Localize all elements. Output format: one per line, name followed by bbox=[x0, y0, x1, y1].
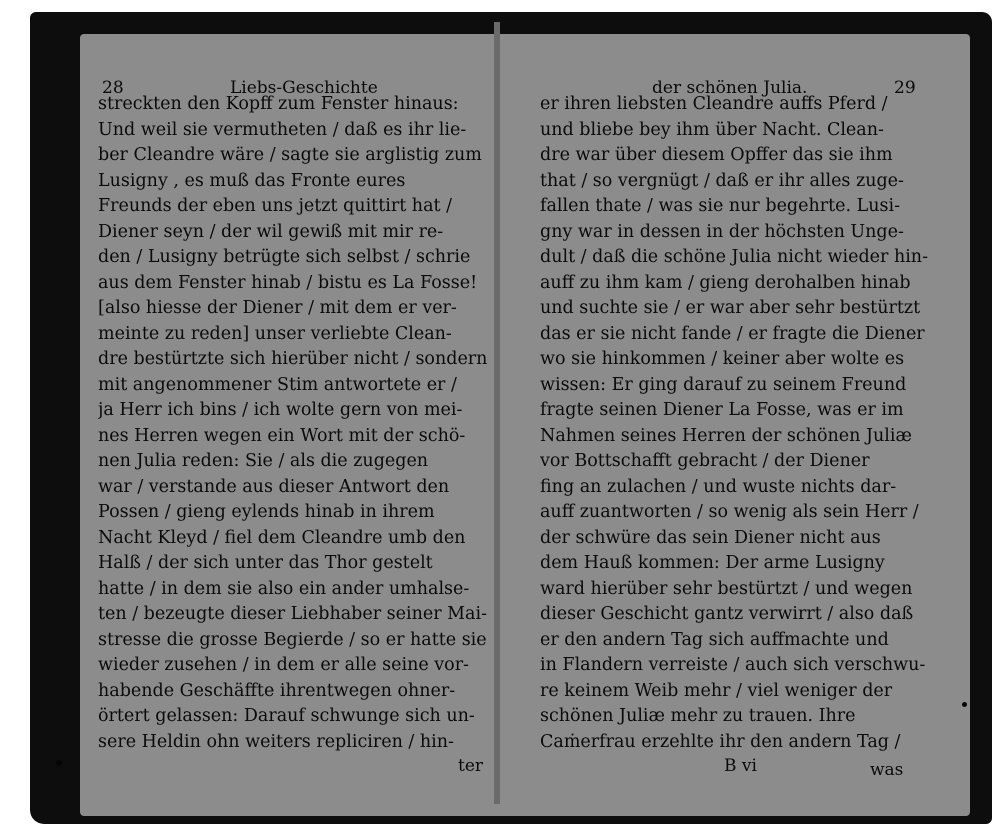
text-line: Possen / gieng eylends hinab in ihrem bbox=[98, 502, 435, 522]
text-line: örtert gelassen: Darauf schwunge sich un- bbox=[98, 706, 475, 726]
text-line: Und weil sie vermutheten / daß es ihr lie- bbox=[98, 119, 467, 140]
ink-spot bbox=[56, 760, 62, 766]
text-line: habende Geschäffte ihrentwegen ohner- bbox=[98, 680, 456, 701]
text-line: Nacht Kleyd / fiel dem Cleandre umb den bbox=[98, 527, 466, 548]
text-line: aus dem Fenster hinab / bistu es La Fosse! bbox=[98, 272, 478, 293]
left-running-head: Liebs-Geschichte bbox=[230, 78, 378, 98]
right-page-number: 29 bbox=[894, 78, 916, 98]
text-line: wo sie hinkommen / keiner aber wolte es bbox=[540, 349, 905, 369]
text-line: und bliebe bey ihm über Nacht. Clean- bbox=[540, 119, 884, 140]
text-line: auff zu ihm kam / gieng derohalben hinab bbox=[540, 272, 911, 293]
text-line: nes Herren wegen ein Wort mit der schö- bbox=[98, 425, 466, 446]
text-line: er den andern Tag sich auffmachte und bbox=[540, 629, 889, 650]
text-line: fragte seinen Diener La Fosse, was er im bbox=[540, 400, 904, 420]
text-line: ber Cleandre wäre / sagte sie arglistig zum bbox=[98, 145, 482, 165]
text-line: dult / daß die schöne Julia nicht wieder hin- bbox=[540, 247, 928, 267]
text-line: nen Julia reden: Sie / als die zugegen bbox=[98, 451, 429, 471]
text-line: re keinem Weib mehr / viel weniger der bbox=[540, 680, 893, 701]
text-line: wissen: Er ging darauf zu seinem Freund bbox=[540, 374, 907, 395]
text-line: dieser Geschicht gantz verwirrt / also daß bbox=[540, 604, 914, 624]
text-line: mit angenommener Stim antwortete er / bbox=[98, 374, 457, 395]
text-line: meinte zu reden] unser verliebte Clean- bbox=[98, 323, 452, 344]
text-line: der schwüre das sein Diener nicht aus bbox=[540, 527, 881, 548]
text-line: dre bestürtzte sich hierüber nicht / sondern bbox=[98, 349, 488, 369]
text-line: ja Herr ich bins / ich wolte gern von mei- bbox=[98, 400, 463, 420]
left-text-block bbox=[80, 92, 524, 755]
text-line: schönen Juliæ mehr zu trauen. Ihre bbox=[540, 706, 856, 726]
text-line: das er sie nicht fande / er fragte die Diener bbox=[540, 323, 925, 344]
text-line: vor Bottschafft gebracht / der Diener bbox=[540, 451, 870, 471]
text-line: Lusigny , es muß das Fronte eures bbox=[98, 170, 406, 191]
text-line: [also hiesse der Diener / mit dem er ver- bbox=[98, 298, 457, 318]
text-line: in Flandern verreiste / auch sich verschwu- bbox=[540, 655, 926, 675]
right-page bbox=[500, 34, 970, 816]
text-line: dem Hauß kommen: Der arme Lusigny bbox=[540, 553, 885, 573]
text-line: that / so vergnügt / daß er ihr alles zuge- bbox=[540, 170, 904, 191]
text-line: streckten den Kopff zum Fenster hinaus: bbox=[98, 94, 459, 114]
text-line: den / Lusigny betrügte sich selbst / schrie bbox=[98, 247, 471, 267]
right-catchword: was bbox=[870, 760, 904, 780]
left-page-number: 28 bbox=[102, 78, 124, 98]
text-line: ten / bezeugte dieser Liebhaber seiner Mai- bbox=[98, 604, 487, 624]
text-line: Diener seyn / der wil gewiß mit mir re- bbox=[98, 221, 444, 242]
right-signature-mark: B vi bbox=[724, 756, 757, 776]
ink-spot bbox=[962, 702, 967, 707]
text-line: fing an zulachen / und wuste nichts dar- bbox=[540, 476, 897, 497]
text-line: er ihren liebsten Cleandre auffs Pferd / bbox=[540, 94, 888, 114]
text-line: wieder zusehen / in dem er alle seine vor- bbox=[98, 655, 469, 675]
right-text-block bbox=[500, 92, 970, 755]
text-line: Caṁerfrau erzehlte ihr den andern Tag / bbox=[540, 731, 901, 752]
text-line: Nahmen seines Herren der schönen Juliæ bbox=[540, 425, 912, 446]
text-line: auff zuantworten / so wenig als sein Herr / bbox=[540, 502, 919, 522]
text-line: dre war über diesem Opffer das sie ihm bbox=[540, 145, 893, 165]
text-line: ward hierüber sehr bestürtzt / und wegen bbox=[540, 578, 913, 599]
right-running-head: der schönen Julia. bbox=[652, 78, 808, 98]
text-line: stresse die grosse Begierde / so er hatte sie bbox=[98, 629, 487, 650]
text-line: und suchte sie / er war aber sehr bestürtzt bbox=[540, 298, 921, 318]
text-line: sere Heldin ohn weiters repliciren / hin- bbox=[98, 731, 454, 752]
left-catchword: ter bbox=[458, 756, 484, 776]
text-line: Halß / der sich unter das Thor gestelt bbox=[98, 553, 433, 573]
text-line: fallen thate / was sie nur begehrte. Lusi- bbox=[540, 196, 901, 216]
left-page bbox=[80, 34, 524, 816]
text-line: gny war in dessen in der höchsten Unge- bbox=[540, 221, 904, 242]
text-line: war / verstande aus dieser Antwort den bbox=[98, 476, 450, 497]
text-line: hatte / in dem sie also ein ander umhalse- bbox=[98, 578, 470, 599]
text-line: Freunds der eben uns jetzt quittirt hat / bbox=[98, 196, 452, 216]
